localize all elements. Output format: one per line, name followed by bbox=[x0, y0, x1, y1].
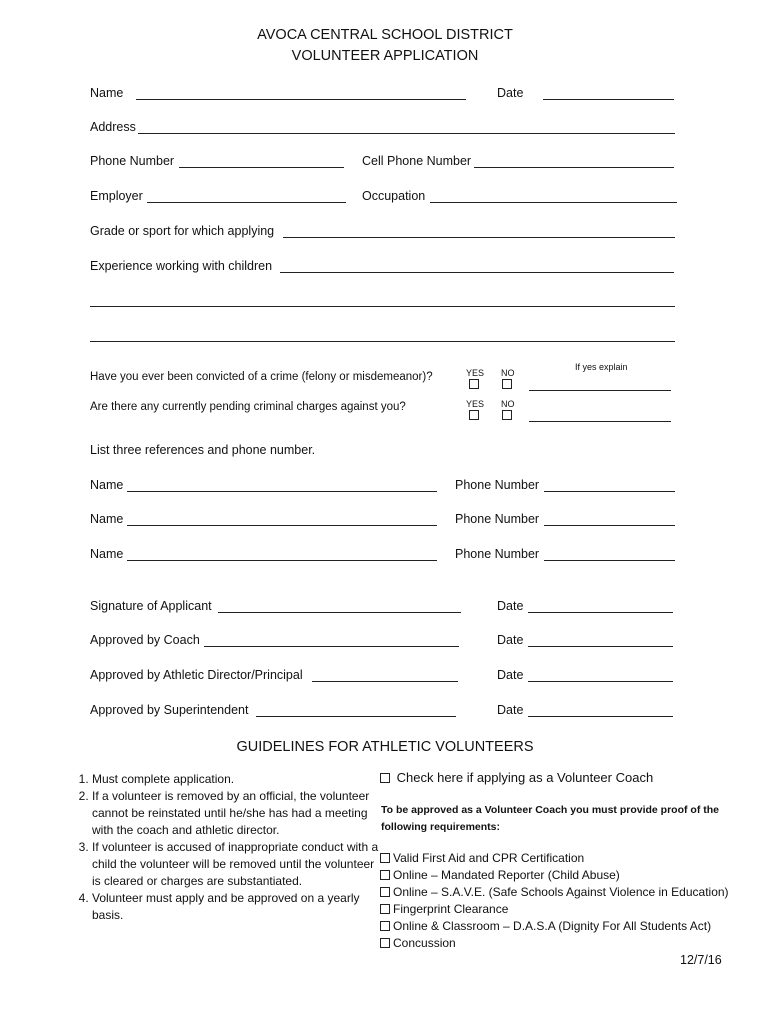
q2-no-checkbox[interactable] bbox=[502, 410, 512, 420]
reference-3-phone-label: Phone Number bbox=[455, 547, 540, 561]
ad-approval-label: Approved by Athletic Director/Principal bbox=[90, 668, 303, 682]
reference-3-name-field[interactable] bbox=[127, 560, 437, 561]
superintendent-date-label: Date bbox=[497, 703, 524, 717]
name-label: Name bbox=[90, 86, 124, 100]
requirement-item[interactable] bbox=[380, 868, 620, 882]
phone-label: Phone Number bbox=[90, 154, 175, 168]
reference-1-phone-field[interactable] bbox=[544, 491, 675, 492]
guidelines-list bbox=[72, 771, 384, 924]
q1-text: Have you ever been convicted of a crime (felony or misdemeanor)? bbox=[90, 371, 433, 383]
q2-yes-checkbox[interactable] bbox=[469, 410, 479, 420]
experience-label: Experience working with children bbox=[90, 259, 273, 273]
district-title: AVOCA CENTRAL SCHOOL DISTRICT bbox=[257, 27, 513, 43]
requirement-label: Online & Classroom – D.A.S.A (Dignity For All Students Act) bbox=[393, 919, 712, 933]
address-field[interactable] bbox=[138, 133, 675, 134]
grade-sport-label: Grade or sport for which applying bbox=[90, 224, 275, 238]
reference-3-phone-field[interactable] bbox=[544, 560, 675, 561]
reference-2-name-label: Name bbox=[90, 512, 124, 526]
q1-yes-checkbox[interactable] bbox=[469, 379, 479, 389]
ad-date-field[interactable] bbox=[528, 681, 673, 682]
reference-2-phone-field[interactable] bbox=[544, 525, 675, 526]
superintendent-date-field[interactable] bbox=[528, 716, 673, 717]
experience-line-2[interactable] bbox=[90, 306, 675, 307]
employer-field[interactable] bbox=[147, 202, 346, 203]
coach-date-label: Date bbox=[497, 633, 524, 647]
form-title: VOLUNTEER APPLICATION bbox=[291, 48, 479, 64]
cell-phone-label: Cell Phone Number bbox=[362, 154, 472, 168]
requirement-checkbox[interactable] bbox=[380, 938, 390, 948]
requirement-item[interactable] bbox=[380, 902, 508, 916]
date-field[interactable] bbox=[543, 99, 674, 100]
requirement-checkbox[interactable] bbox=[380, 904, 390, 914]
signature-date-field[interactable] bbox=[528, 612, 673, 613]
requirement-label: Concussion bbox=[393, 936, 456, 950]
ad-date-label: Date bbox=[497, 668, 524, 682]
guideline-item: 4. Volunteer must apply and be approved on a yearly basis. bbox=[92, 890, 384, 924]
ad-approval-field[interactable] bbox=[312, 681, 458, 682]
q2-yes-label: YES bbox=[466, 399, 485, 409]
guideline-item: 2. If a volunteer is removed by an official, the volunteer cannot be reinstated until he/she has had a meeting with the coach and athletic director. bbox=[92, 788, 384, 839]
volunteer-coach-check[interactable] bbox=[380, 770, 653, 785]
experience-line-3[interactable] bbox=[90, 341, 675, 342]
address-label: Address bbox=[90, 120, 136, 134]
requirements-intro: To be approved as a Volunteer Coach you must provide proof of the following requirements: bbox=[381, 804, 719, 833]
guidelines-title: GUIDELINES FOR ATHLETIC VOLUNTEERS bbox=[236, 739, 534, 755]
phone-field[interactable] bbox=[179, 167, 344, 168]
coach-approval-field[interactable] bbox=[204, 646, 459, 647]
grade-sport-field[interactable] bbox=[283, 237, 675, 238]
volunteer-coach-checkbox[interactable] bbox=[380, 773, 390, 783]
occupation-field[interactable] bbox=[430, 202, 677, 203]
superintendent-approval-field[interactable] bbox=[256, 716, 456, 717]
signature-label: Signature of Applicant bbox=[90, 599, 212, 613]
requirement-label: Online – Mandated Reporter (Child Abuse) bbox=[393, 868, 620, 882]
revision-date: 12/7/16 bbox=[680, 953, 722, 967]
volunteer-coach-check-label: Check here if applying as a Volunteer Coach bbox=[396, 770, 654, 785]
guideline-item: 3. If volunteer is accused of inappropriate conduct with a child the volunteer will be removed until the volunteer is cleared or charges are substantiated. bbox=[92, 839, 384, 890]
signature-date-label: Date bbox=[497, 599, 524, 613]
q1-no-label: NO bbox=[501, 368, 515, 378]
q2-explain-field[interactable] bbox=[529, 421, 671, 422]
experience-field[interactable] bbox=[280, 272, 674, 273]
name-field[interactable] bbox=[136, 99, 466, 100]
requirement-item[interactable] bbox=[380, 919, 711, 933]
reference-1-name-label: Name bbox=[90, 478, 124, 492]
requirement-label: Online – S.A.V.E. (Safe Schools Against Violence in Education) bbox=[393, 885, 729, 899]
date-label: Date bbox=[497, 86, 524, 100]
q2-text: Are there any currently pending criminal charges against you? bbox=[90, 401, 406, 413]
references-intro: List three references and phone number. bbox=[90, 443, 316, 457]
coach-date-field[interactable] bbox=[528, 646, 673, 647]
requirement-label: Valid First Aid and CPR Certification bbox=[393, 851, 585, 865]
reference-2-phone-label: Phone Number bbox=[455, 512, 540, 526]
reference-1-name-field[interactable] bbox=[127, 491, 437, 492]
reference-1-phone-label: Phone Number bbox=[455, 478, 540, 492]
q1-no-checkbox[interactable] bbox=[502, 379, 512, 389]
requirement-item[interactable] bbox=[380, 851, 584, 865]
if-yes-explain-label: If yes explain bbox=[575, 362, 628, 372]
q1-explain-field[interactable] bbox=[529, 390, 671, 391]
superintendent-approval-label: Approved by Superintendent bbox=[90, 703, 249, 717]
q1-yes-label: YES bbox=[466, 368, 485, 378]
q2-no-label: NO bbox=[501, 399, 515, 409]
employer-label: Employer bbox=[90, 189, 143, 203]
occupation-label: Occupation bbox=[362, 189, 426, 203]
guideline-item: 1. Must complete application. bbox=[92, 771, 384, 788]
reference-2-name-field[interactable] bbox=[127, 525, 437, 526]
requirement-item[interactable] bbox=[380, 936, 456, 950]
requirement-checkbox[interactable] bbox=[380, 921, 390, 931]
coach-approval-label: Approved by Coach bbox=[90, 633, 200, 647]
requirement-label: Fingerprint Clearance bbox=[393, 902, 509, 916]
requirement-checkbox[interactable] bbox=[380, 853, 390, 863]
cell-phone-field[interactable] bbox=[474, 167, 674, 168]
requirement-checkbox[interactable] bbox=[380, 870, 390, 880]
reference-3-name-label: Name bbox=[90, 547, 124, 561]
signature-field[interactable] bbox=[218, 612, 461, 613]
requirement-item[interactable] bbox=[380, 885, 729, 899]
requirement-checkbox[interactable] bbox=[380, 887, 390, 897]
